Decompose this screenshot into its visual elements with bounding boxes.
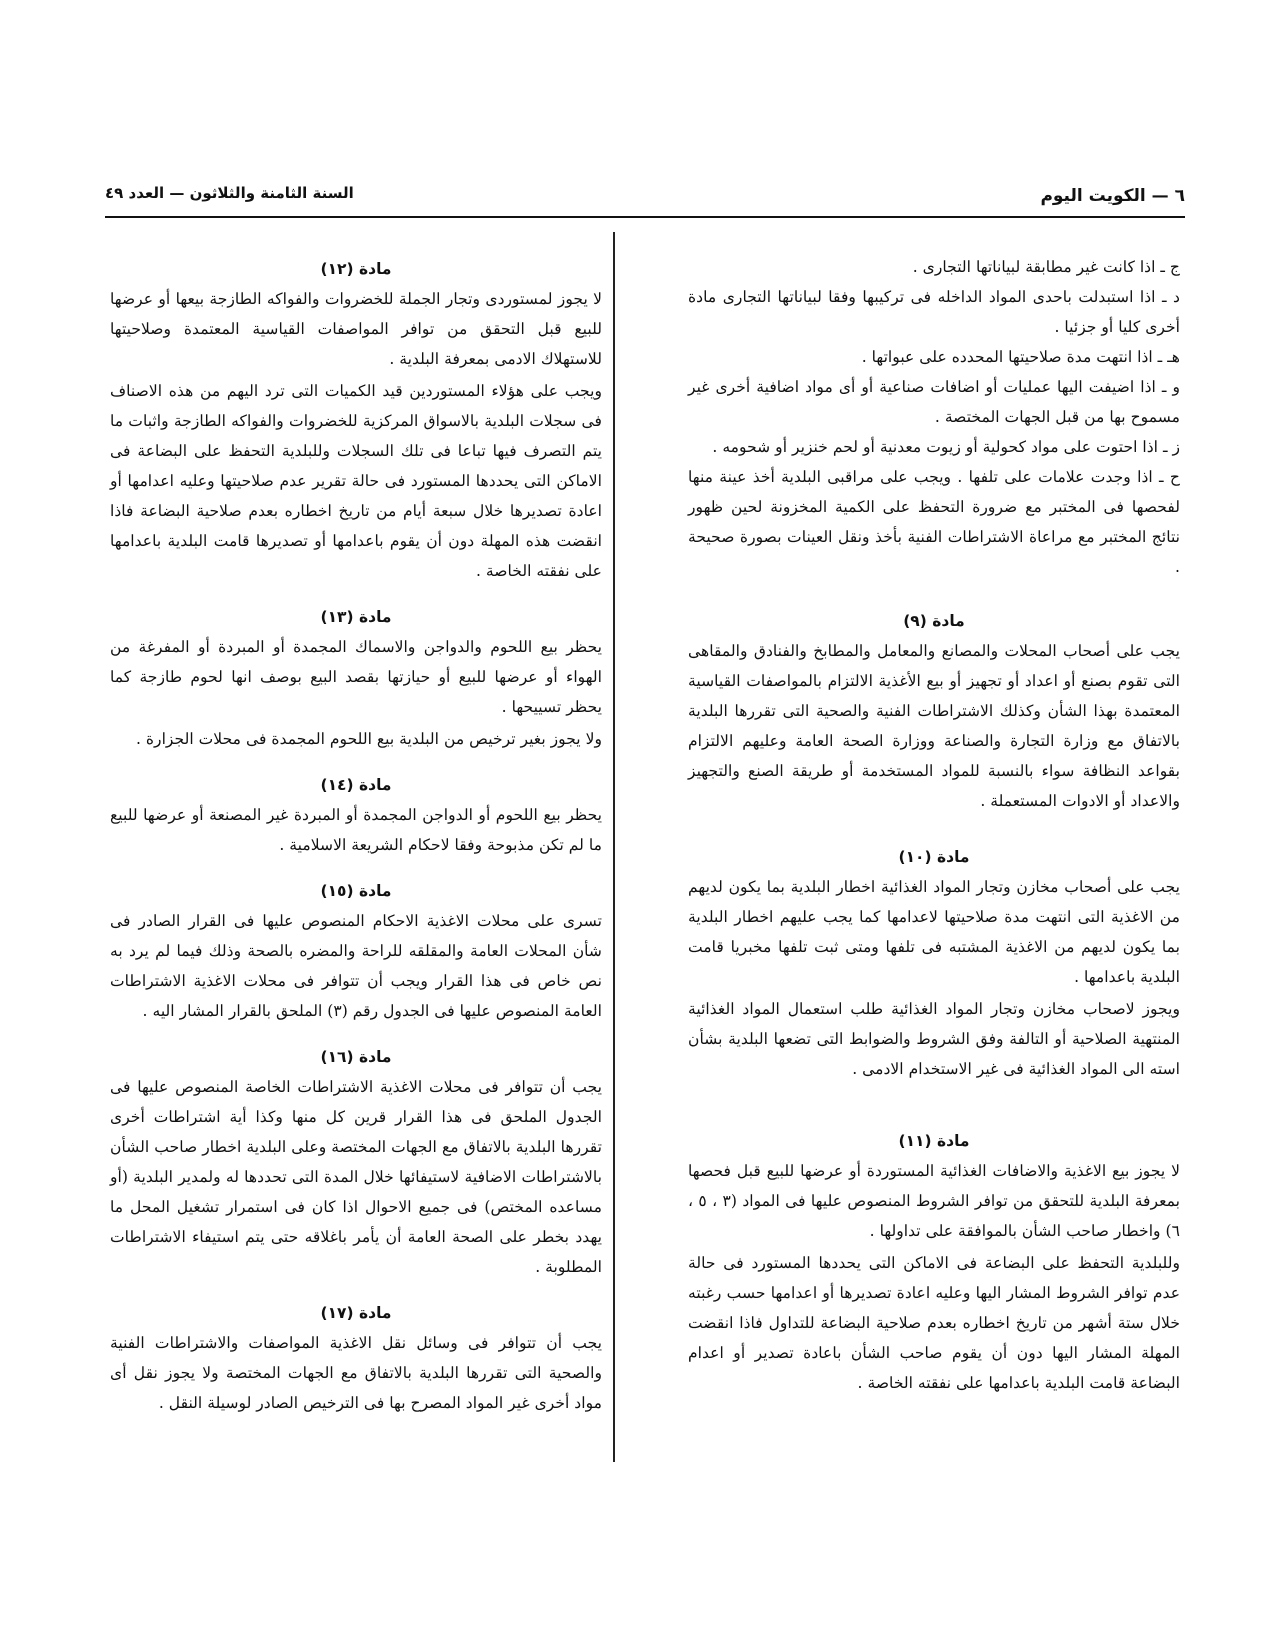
article-12-text-2: ويجب على هؤلاء المستوردين قيد الكميات التى ترد اليهم من هذه الاصناف فى سجلات البلدية بالاسواق المركزية للخضروات والفواكه الطازجة واثبات ما يتم التصرف فيها تباعا فى تلك السجلات وللبلدية التحفظ على البضاعة فى الاماكن التى يحددها المستورد فى حالة تقرير عدم صلاحيتها وعليه اعدامها أو اعادة تصديرها خلال سبعة أيام من تاريخ اخطاره بعدم صلاحية البضاعة فاذا انقضت هذه المهلة دون أن يقوم باعدامها أو تصديرها قامت البلدية باعدامها على نفقته الخاصة . <box>110 382 602 580</box>
article-10-title: مادة (١٠) <box>898 848 970 866</box>
article-17-title: مادة (١٧) <box>320 1304 392 1322</box>
article-13-title: مادة (١٣) <box>320 608 392 626</box>
list-item: ح ـ اذا وجدت علامات على تلفها . ويجب على مراقبى البلدية أخذ عينة منها لفحصها فى المختبر مع ضرورة التحفظ على الكمية المخزونة لحين ظهور نتائج المختبر مع مراعاة الاشتراطات الفنية بأخذ ونقل العينات بصورة صحيحة . <box>688 468 1180 576</box>
page-number-title: ٦ — الكويت اليوم <box>1040 186 1185 206</box>
article-10-text-1: يجب على أصحاب مخازن وتجار المواد الغذائية اخطار البلدية بما يكون لديهم من الاغذية التى انتهت مدة صلاحيتها لاعدامها كما يجب عليهم اخطار البلدية بما يكون لديهم من الاغذية المشتبه فى تلفها ومتى ثبت تلفها مخبريا قامت البلدية باعدامها . <box>688 878 1180 986</box>
article-15-text: تسرى على محلات الاغذية الاحكام المنصوص عليها فى القرار الصادر فى شأن المحلات العامة والمقلقه للراحة والمضره بالصحة وذلك فيما لم يرد به نص خاص فى هذا القرار ويجب أن تتوافر فى محلات الاغذية الاشتراطات العامة المنصوص عليها فى الجدول رقم (٣) الملحق بالقرار المشار اليه . <box>110 912 602 1020</box>
article-11-title: مادة (١١) <box>898 1132 970 1150</box>
article-9-text: يجب على أصحاب المحلات والمصانع والمعامل والمطابخ والفنادق والمقاهى التى تقوم بصنع أو اعداد أو تجهيز أو بيع الأغذية الالتزام بالمواصفات القياسية المعتمدة بهذا الشأن وكذلك الاشتراطات الفنية والصحية التى تقررها البلدية بالاتفاق مع وزارة التجارة والصناعة ووزارة الصحة العامة وعليهم الالتزام بقواعد النظافة سواء بالنسبة للمواد المستخدمة أو طريقة الصنع والتجهيز والاعداد أو الادوات المستعملة . <box>688 642 1180 810</box>
article-14-text: يحظر بيع اللحوم أو الدواجن المجمدة أو المبردة غير المصنعة أو عرضها للبيع ما لم تكن مذبوحة وفقا لاحكام الشريعة الاسلامية . <box>110 806 602 854</box>
article-13-text-2: ولا يجوز بغير ترخيص من البلدية بيع اللحوم المجمدة فى محلات الجزارة . <box>135 730 602 748</box>
right-column <box>688 252 1180 1400</box>
article-15-title: مادة (١٥) <box>320 882 392 900</box>
list-item: هـ ـ اذا انتهت مدة صلاحيتها المحدده على عبواتها . <box>861 348 1180 366</box>
list-item: ج ـ اذا كانت غير مطابقة لبياناتها التجارى . <box>912 258 1180 276</box>
article-12-title: مادة (١٢) <box>320 260 392 278</box>
left-column <box>110 252 602 1420</box>
article-9-title: مادة (٩) <box>903 612 965 630</box>
article-11-text-1: لا يجوز بيع الاغذية والاضافات الغذائية المستوردة أو عرضها للبيع قبل فحصها بمعرفة البلدية للتحقق من توافر الشروط المنصوص عليها فى المواد (٣ ، ٥ ، ٦) واخطار صاحب الشأن بالموافقة على تداولها . <box>688 1162 1180 1240</box>
page-header <box>105 180 1185 218</box>
issue-title: السنة الثامنة والثلاثون — العدد ٤٩ <box>105 184 354 202</box>
article-10-text-2: ويجوز لاصحاب مخازن وتجار المواد الغذائية طلب استعمال المواد الغذائية المنتهية الصلاحية أو التالفة وفق الشروط والضوابط التى تضعها البلدية بشأن استه الى المواد الغذائية فى غير الاستخدام الادمى . <box>688 1000 1180 1078</box>
article-11-text-2: وللبلدية التحفظ على البضاعة فى الاماكن التى يحددها المستورد فى حالة عدم توافر الشروط المشار اليها وعليه اعادة تصديرها أو اعدامها حسب رغبته خلال ستة أشهر من تاريخ اخطاره بعدم صلاحية البضاعة للتداول فاذا انقضت المهلة المشار اليها دون أن يقوم صاحب الشأن باعادة تصدير أو اعدام البضاعة قامت البلدية باعدامها على نفقته الخاصة . <box>688 1254 1180 1392</box>
article-17-text: يجب أن تتوافر فى وسائل نقل الاغذية المواصفات والاشتراطات الفنية والصحية التى تقررها البلدية بالاتفاق مع الجهات المختصة ولا يجوز نقل أى مواد أخرى غير المواد المصرح بها فى الترخيص الصادر لوسيلة النقل . <box>110 1334 602 1412</box>
article-13-text-1: يحظر بيع اللحوم والدواجن والاسماك المجمدة أو المبردة أو المفرغة من الهواء أو عرضها للبيع أو حيازتها بقصد البيع بوصف انها لحوم طازجة كما يحظر تسييحها . <box>110 638 602 716</box>
article-16-title: مادة (١٦) <box>320 1048 392 1066</box>
list-item: د ـ اذا استبدلت باحدى المواد الداخله فى تركيبها وفقا لبياناتها التجارى مادة أخرى كليا أو جزئيا . <box>688 288 1180 336</box>
article-14-title: مادة (١٤) <box>320 776 392 794</box>
article-12-text-1: لا يجوز لمستوردى وتجار الجملة للخضروات والفواكه الطازجة بيعها أو عرضها للبيع قبل التحقق من توافر المواصفات القياسية المعتمدة وصلاحيتها للاستهلاك الادمى بمعرفة البلدية . <box>110 290 602 368</box>
article-16-text: يجب أن تتوافر فى محلات الاغذية الاشتراطات الخاصة المنصوص عليها فى الجدول الملحق فى هذا القرار قرين كل منها وكذا أية اشتراطات أخرى تقررها البلدية بالاتفاق مع الجهات المختصة وعلى البلدية اخطار صاحب الشأن بالاشتراطات الاضافية لاستيفائها خلال المدة التى تحددها له ولمدير البلدية (أو مساعده المختص) فى جميع الاحوال اذا كان فى استمرار تشغيل المحل ما يهدد بخطر على الصحة العامة أن يأمر باغلاقه حتى يتم استيفاء الاشتراطات المطلوبة . <box>110 1078 602 1276</box>
column-divider <box>613 232 615 1462</box>
list-item: و ـ اذا اضيفت اليها عمليات أو اضافات صناعية أو أى مواد اضافية أخرى غير مسموح بها من قبل الجهات المختصة . <box>688 378 1180 426</box>
list-item: ز ـ اذا احتوت على مواد كحولية أو زيوت معدنية أو لحم خنزير أو شحومه . <box>712 438 1180 456</box>
